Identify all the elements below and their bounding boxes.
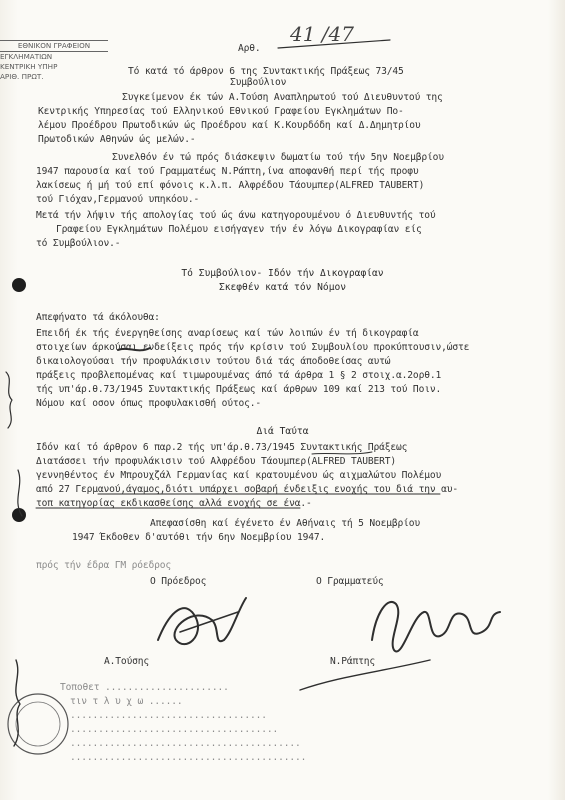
council-heading: Τό Συμβούλιον- Ιδόν τήν Δικογραφίαν — [181, 268, 384, 279]
president-signature-stroke — [180, 612, 238, 632]
decision-line: τής υπ'άρ.θ.73/1945 Συντακτικής Πράξεως καί άρθρων 109 καί 213 τού Ποιν. — [36, 384, 442, 395]
decision-line: πράξεις προβλεπομένας καί τιμωρουμένας άπό τά άρθρα 1 § 2 στοιχ.α.2ορθ.1 — [36, 370, 442, 381]
ruling-line: τοπ κατηγορίας εκδικασθείσης αλλά ενοχής σε ένα.- — [36, 498, 312, 509]
body-line: τού Γιόχαν,Γερμανού υπηκόου.- — [36, 194, 200, 205]
faint-bottom-line: τιν τ λ υ χ ω ...... — [70, 696, 183, 707]
body-line: λακίσεως ή μή τού επί φόνοις κ.λ.π. Αλφρέδου Τάουμπερ(ALFRED TAUBERT) — [36, 180, 425, 191]
secretary-name: Ν.Ράπτης — [330, 656, 376, 667]
president-label: Ο Πρόεδρος — [150, 576, 207, 587]
body-line: Τό κατά τό άρθρον 6 της Συντακτικής Πράξεως 73/45 — [128, 66, 404, 77]
body-line: Συμβούλιον — [230, 77, 287, 88]
faint-bottom-line: πρός τήν έδρα ΓΜ ρόεδρος — [36, 560, 172, 571]
body-line: Μετά τήν λήψιν τής απολογίας τού ώς άνω κατηγορουμένου ό Διευθυντής τού — [36, 210, 436, 221]
closing-line: Απεφασίσθη καί έγένετο έν Αθήναις τή 5 Νοεμβρίου — [150, 518, 421, 529]
closing-line: 1947 Έκδοθεν δ'αυτόθι τήν 6ην Νοεμβρίου 1947. — [72, 532, 326, 543]
president-name: Α.Τούσης — [104, 656, 150, 667]
decision-line: Νόμου καί οσον όπως προφυλακισθή ούτος.- — [36, 398, 262, 409]
body-line: Κεντρικής Υπηρεσίας τού Ελληνικού Εθνικού Γραφείου Εγκλημάτων Πο- — [38, 106, 404, 117]
secretary-signature — [372, 602, 500, 652]
dia-tauta-heading: Διά Ταύτα — [256, 426, 309, 437]
body-line: 1947 παρουσία καί τού Γραμματέως Ν.Ράπτη,ίνα αποφανθή περί τής προφυ — [36, 166, 419, 177]
faint-bottom-line: Τοποθετ ...................... — [60, 682, 229, 693]
ruling-line: Ιδόν καί τό άρθρον 6 παρ.2 τής υπ'άρ.θ.73/1945 Συντακτικής Πράξεως — [36, 442, 408, 453]
handwritten-underline — [312, 452, 372, 454]
body-line: Συνελθόν έν τώ πρός διάσκεψιν δωματίω τού τήν 5ην Νοεμβρίου — [112, 152, 444, 163]
body-line: Συγκείμενον έκ τών Α.Τούση Αναπληρωτού τού Διευθυντού της — [122, 92, 443, 103]
ruling-line: Διατάσσει τήν προφυλάκισιν τού Αλφρέδου Τάουμπερ(ALFRED TAUBERT) — [36, 456, 397, 467]
secretary-label: Ο Γραμματεύς — [316, 576, 384, 587]
stamp-line: ΚΕΝΤΡΙΚΗ ΥΠΗΡ — [0, 62, 58, 71]
arthro-label: Αρθ. — [238, 43, 261, 54]
round-stamp — [8, 694, 68, 754]
secretary-signature-flourish — [300, 660, 430, 690]
faint-bottom-line: ................................... — [70, 710, 267, 721]
stamp-line: ΕΓΚΛΗΜΑΤΙΩΝ — [0, 52, 53, 61]
decision-line: Απεφήνατο τά άκόλουθα: — [36, 312, 160, 323]
decision-line: δικαιολογούσαι τήν προφυλάκισιν τούτου διά τάς άποδοθείσας αυτώ — [36, 356, 391, 367]
body-line: Πρωτοδικών Αθηνών ώς μελών.- — [38, 134, 196, 145]
handwritten-article-number: 41 /47 — [290, 22, 354, 46]
stamp-line: ΑΡΙΘ. ΠΡΩΤ. — [0, 72, 44, 81]
council-subheading: Σκεφθέν κατά τόν Νόμον — [218, 282, 347, 293]
body-line: λέμου Προέδρου Πρωτοδικών ώς Προέδρου καί Κ.Κουρδόδη καί Δ.Δημητρίου — [38, 120, 421, 131]
margin-note — [6, 372, 12, 428]
faint-bottom-line: ......................................... — [70, 738, 301, 749]
margin-bracket — [18, 470, 22, 516]
body-line: τό Συμβούλιον.- — [36, 238, 121, 249]
president-signature — [158, 598, 246, 644]
stamp-line: ΕΘΝΙΚΟΝ ΓΡΑΦΕΙΟΝ — [0, 40, 108, 52]
ruling-line: από 27 Γερμανού,άγαμος,διότι υπάρχει σοβαρή ένδειξις ενοχής του διά την αυ- — [36, 484, 458, 495]
handwritten-underline — [278, 40, 390, 48]
faint-bottom-line: ..................................... — [70, 724, 279, 735]
strike-mark — [118, 348, 150, 350]
faint-bottom-line: .......................................... — [70, 752, 307, 763]
ruling-line: γεννηθέντος έν Μπρουχζάλ Γερμανίας καί κρατουμένου ώς αιχμαλώτου Πολέμου — [36, 470, 442, 481]
body-line: Γραφείου Εγκλημάτων Πολέμου εισήγαγεν τήν έν λόγω Δικογραφίαν είς — [56, 224, 422, 235]
decision-line: Επειδή έκ τής ένεργηθείσης αναρίσεως καί τών λοιπών έν τή δικογραφία — [36, 328, 419, 339]
decision-line: στοιχείων άρκούσαι ενδείξεις πρός τήν κρίσιν τού Συμβουλίου προκύπτουσιν,ώστε — [36, 342, 470, 353]
round-stamp-inner — [16, 702, 60, 746]
